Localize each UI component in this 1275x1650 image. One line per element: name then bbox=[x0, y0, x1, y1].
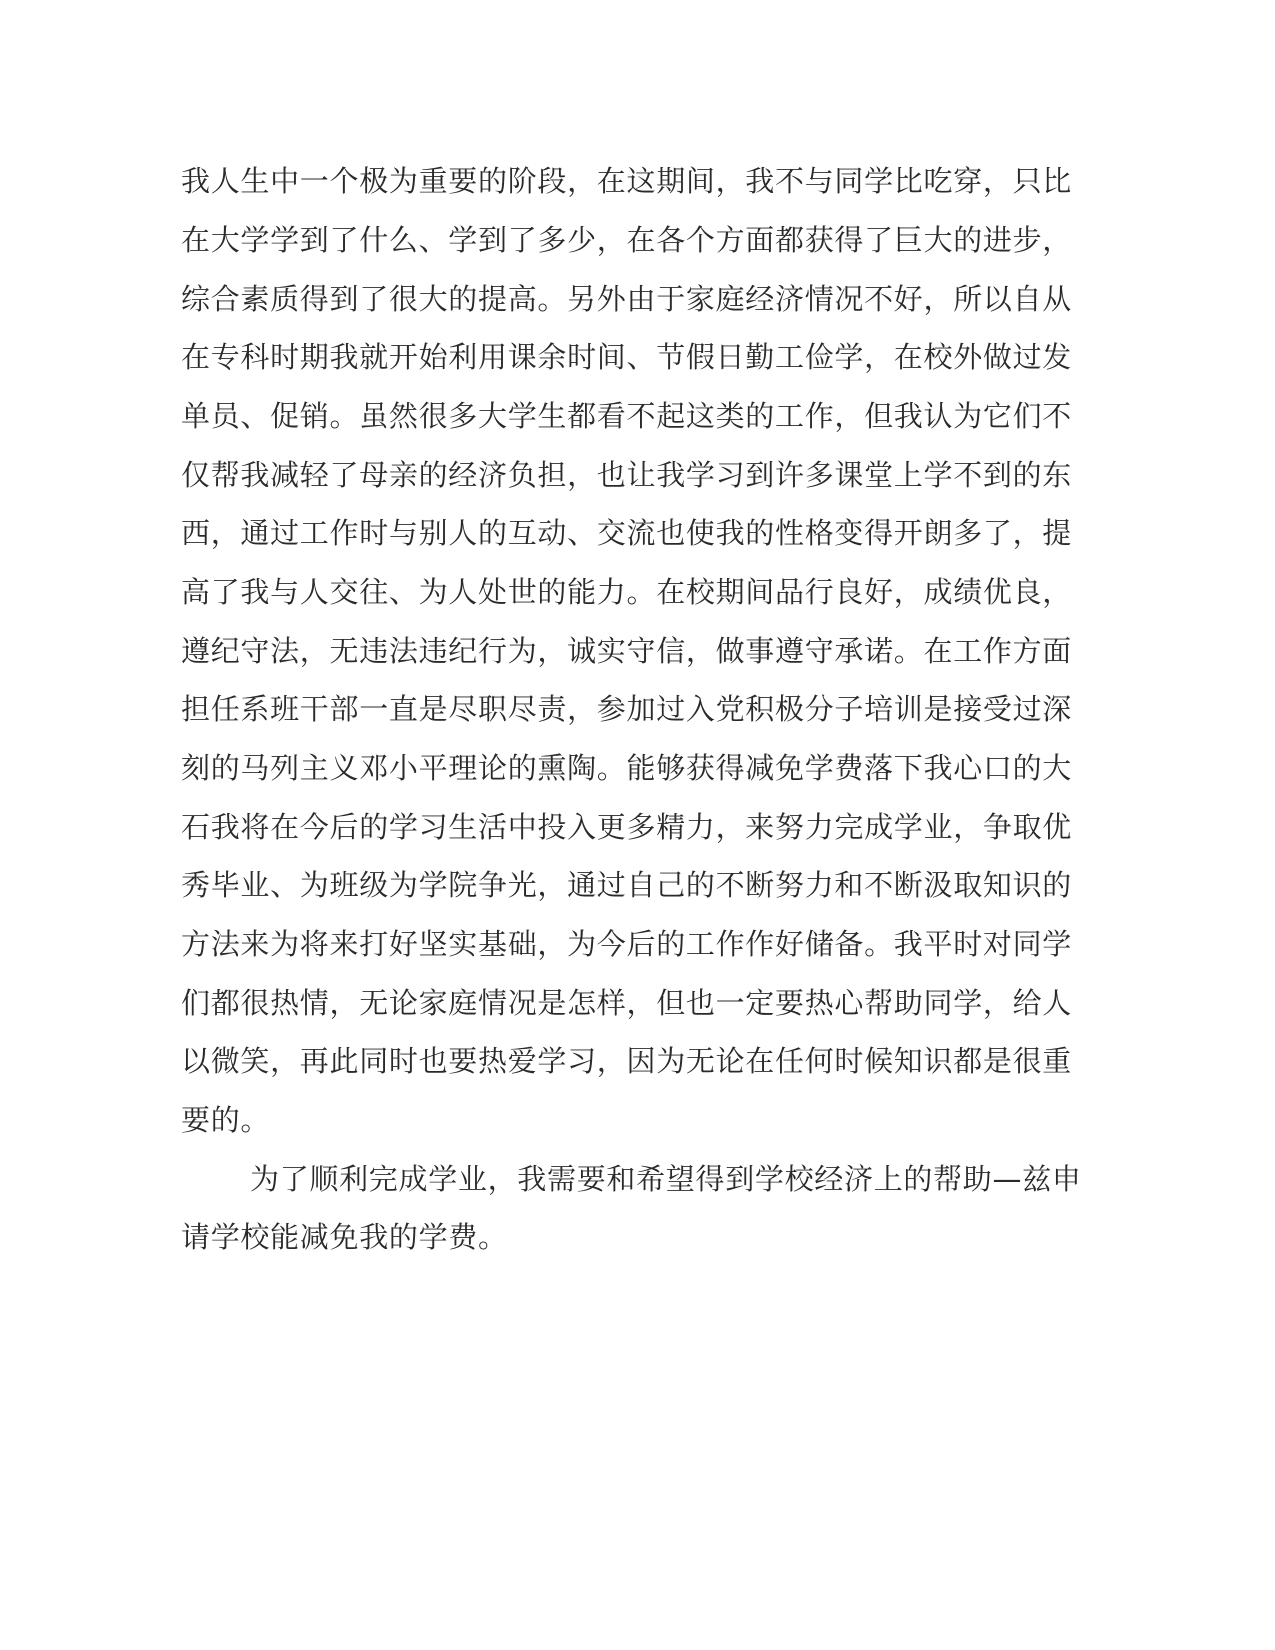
text-line: 秀毕业、为班级为学院争光，通过自己的不断努力和不断汲取知识的 bbox=[181, 868, 1073, 902]
text-line: 方法来为将来打好坚实基础，为今后的工作作好储备。我平时对同学 bbox=[181, 927, 1073, 961]
text-line: 单员、促销。虽然很多大学生都看不起这类的工作，但我认为它们不 bbox=[181, 399, 1073, 433]
text-line: 高了我与人交往、为人处世的能力。在校期间品行良好，成绩优良， bbox=[181, 575, 1073, 609]
text-line: 我人生中一个极为重要的阶段，在这期间，我不与同学比吃穿，只比 bbox=[181, 164, 1073, 198]
text-line: 刻的马列主义邓小平理论的熏陶。能够获得减免学费落下我心口的大 bbox=[181, 751, 1073, 785]
text-line: 在大学学到了什么、学到了多少，在各个方面都获得了巨大的进步， bbox=[181, 223, 1073, 257]
text-line: 以微笑，再此同时也要热爱学习，因为无论在任何时候知识都是很重 bbox=[181, 1044, 1073, 1078]
text-line: 石我将在今后的学习生活中投入更多精力，来努力完成学业，争取优 bbox=[181, 810, 1073, 844]
text-line: 在专科时期我就开始利用课余时间、节假日勤工俭学，在校外做过发 bbox=[181, 340, 1073, 374]
text-line: 请学校能减免我的学费。 bbox=[181, 1220, 508, 1254]
text-line: 要的。 bbox=[181, 1103, 271, 1137]
text-line: 为了顺利完成学业，我需要和希望得到学校经济上的帮助—兹申 bbox=[250, 1162, 1082, 1196]
text-line: 担任系班干部一直是尽职尽责，参加过入党积极分子培训是接受过深 bbox=[181, 692, 1073, 726]
text-line: 综合素质得到了很大的提高。另外由于家庭经济情况不好，所以自从 bbox=[181, 282, 1073, 316]
text-line: 仅帮我减轻了母亲的经济负担，也让我学习到许多课堂上学不到的东 bbox=[181, 458, 1073, 492]
text-line: 西，通过工作时与别人的互动、交流也使我的性格变得开朗多了，提 bbox=[181, 516, 1073, 550]
text-line: 们都很热情，无论家庭情况是怎样，但也一定要热心帮助同学，给人 bbox=[181, 986, 1073, 1020]
text-line: 遵纪守法，无违法违纪行为，诚实守信，做事遵守承诺。在工作方面 bbox=[181, 634, 1073, 668]
